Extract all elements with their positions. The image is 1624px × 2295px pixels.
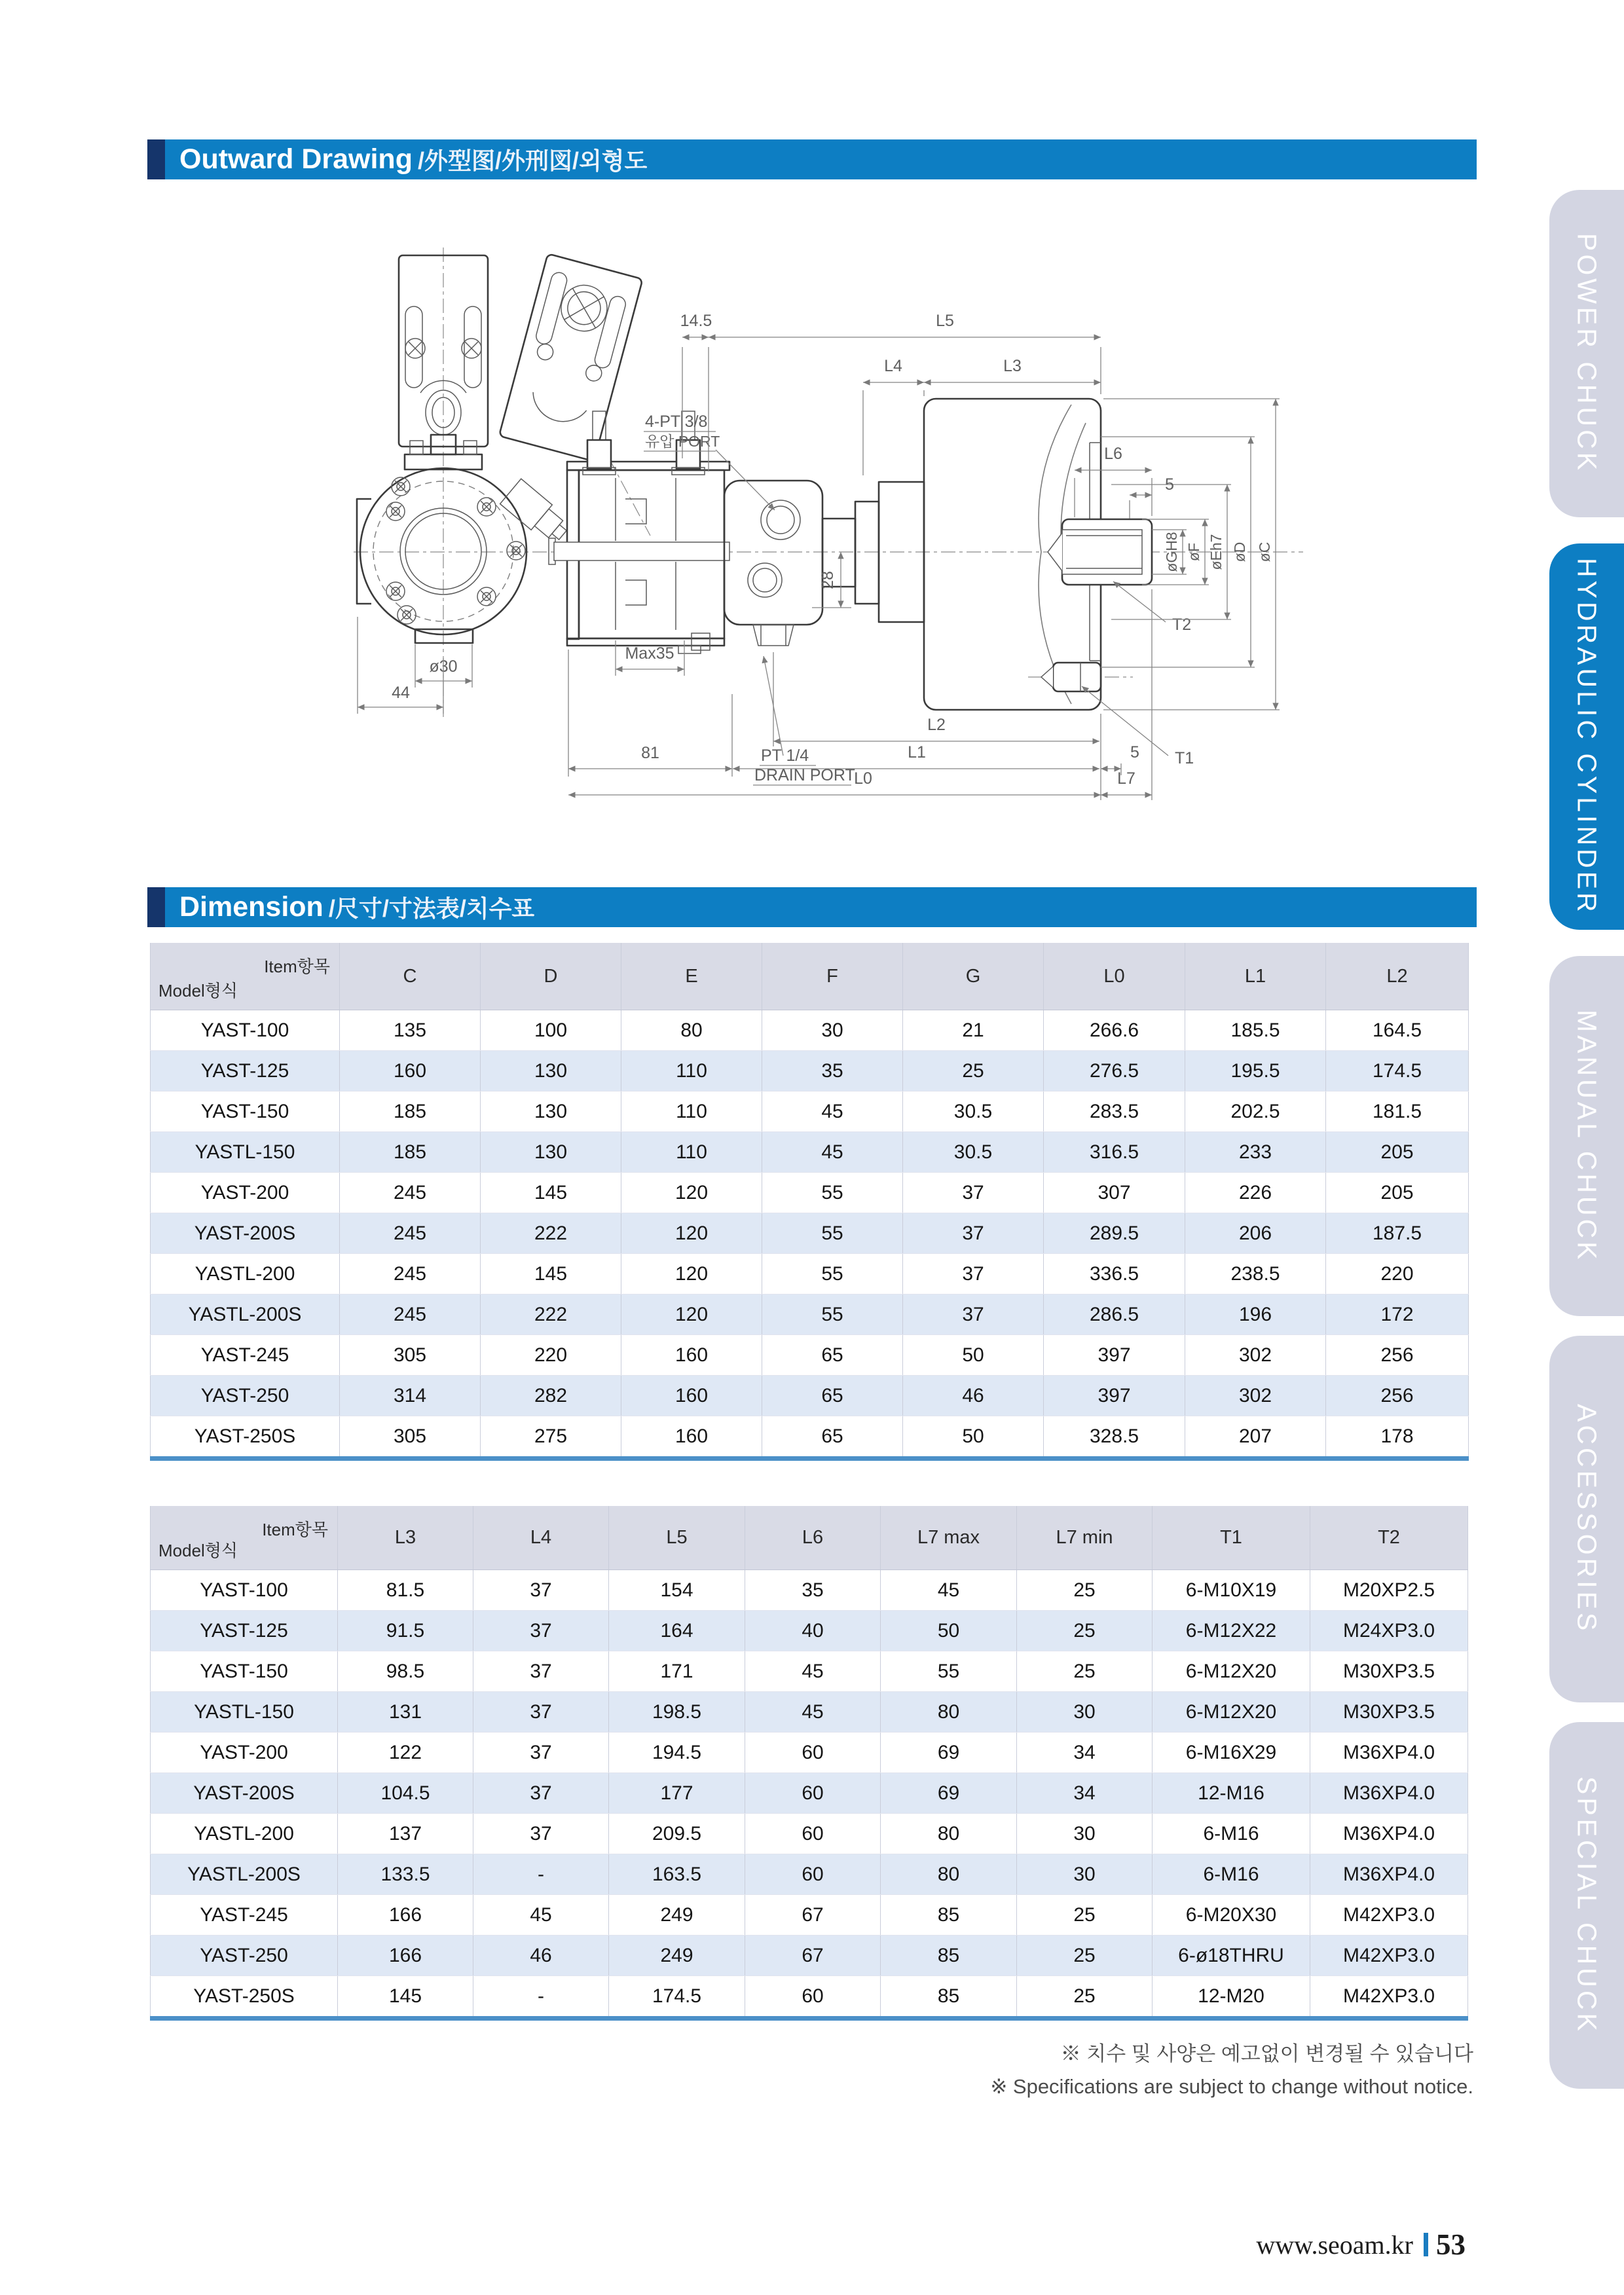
cell: 181.5 bbox=[1326, 1092, 1469, 1132]
cell: 25 bbox=[1017, 1611, 1153, 1651]
callout-drain-port-line1: PT 1/4 bbox=[761, 746, 809, 765]
row-model: YASTL-200 bbox=[151, 1814, 338, 1854]
cell: 220 bbox=[481, 1335, 621, 1376]
cell: 85 bbox=[881, 1976, 1017, 2019]
cell: 30 bbox=[1017, 1814, 1153, 1854]
cell: 276.5 bbox=[1044, 1051, 1185, 1092]
column-header: F bbox=[762, 943, 903, 1010]
table-row bbox=[151, 1773, 1468, 1814]
callout-drain-port-line2: DRAIN PORT bbox=[754, 766, 855, 784]
table-row bbox=[151, 1173, 1469, 1213]
cell: 37 bbox=[473, 1651, 609, 1692]
dim-label-max35: Max35 bbox=[625, 644, 674, 663]
dim-label-c: øC bbox=[1256, 542, 1273, 562]
cell: 266.6 bbox=[1044, 1010, 1185, 1051]
cell: 100 bbox=[481, 1010, 621, 1051]
cell: 85 bbox=[881, 1936, 1017, 1976]
cell: 6-M16 bbox=[1153, 1854, 1310, 1895]
table-row bbox=[151, 1213, 1469, 1254]
cell: 145 bbox=[481, 1173, 621, 1213]
sidebar-tab-hydraulic-cylinder[interactable]: HYDRAULIC CYLINDER bbox=[1549, 543, 1624, 930]
dim-label-28: 28 bbox=[819, 571, 837, 589]
dim-label-5a: 5 bbox=[1165, 475, 1174, 494]
section-bar-outward-drawing bbox=[147, 139, 1477, 179]
column-header: L7 max bbox=[881, 1506, 1017, 1570]
cell: 81.5 bbox=[338, 1570, 473, 1611]
table-row bbox=[151, 1254, 1469, 1294]
cell: 256 bbox=[1326, 1376, 1469, 1416]
row-model: YAST-245 bbox=[151, 1895, 338, 1936]
cell: 69 bbox=[881, 1733, 1017, 1773]
cell: 37 bbox=[903, 1294, 1044, 1335]
row-model: YAST-250S bbox=[151, 1416, 340, 1459]
table-row bbox=[151, 1416, 1469, 1459]
cell: 21 bbox=[903, 1010, 1044, 1051]
cell: 45 bbox=[762, 1092, 903, 1132]
footer-divider bbox=[1424, 2233, 1428, 2256]
table-row bbox=[151, 1814, 1468, 1854]
cell: 174.5 bbox=[609, 1976, 745, 2019]
cell: 198.5 bbox=[609, 1692, 745, 1733]
cell: 30 bbox=[1017, 1692, 1153, 1733]
cell: M36XP4.0 bbox=[1310, 1733, 1468, 1773]
footnotes bbox=[990, 2038, 1473, 2102]
column-header: L6 bbox=[745, 1506, 881, 1570]
cell: 35 bbox=[745, 1570, 881, 1611]
cell: 60 bbox=[745, 1854, 881, 1895]
row-model: YAST-125 bbox=[151, 1051, 340, 1092]
cell: 163.5 bbox=[609, 1854, 745, 1895]
row-model: YAST-250 bbox=[151, 1936, 338, 1976]
section-bar-dimension bbox=[147, 887, 1477, 927]
cell: 256 bbox=[1326, 1335, 1469, 1376]
cell: 46 bbox=[903, 1376, 1044, 1416]
section-title: Outward Drawing bbox=[179, 143, 413, 175]
cell: 286.5 bbox=[1044, 1294, 1185, 1335]
cell: 104.5 bbox=[338, 1773, 473, 1814]
cell: 67 bbox=[745, 1936, 881, 1976]
cell: 45 bbox=[745, 1651, 881, 1692]
cell: 222 bbox=[481, 1294, 621, 1335]
row-model: YAST-200 bbox=[151, 1173, 340, 1213]
column-header: D bbox=[481, 943, 621, 1010]
cell: 245 bbox=[340, 1254, 481, 1294]
cell: 37 bbox=[473, 1692, 609, 1733]
sidebar-tab-special-chuck[interactable]: SPECIAL CHUCK bbox=[1549, 1722, 1624, 2089]
cell: 135 bbox=[340, 1010, 481, 1051]
side-connector bbox=[500, 479, 574, 547]
dimension-table-2 bbox=[150, 1506, 1468, 2021]
cell: 65 bbox=[762, 1335, 903, 1376]
dim-label-gh8: øGH8 bbox=[1163, 532, 1180, 572]
dim-label-l7: L7 bbox=[1117, 769, 1135, 788]
cell: 178 bbox=[1326, 1416, 1469, 1459]
callout-t1: T1 bbox=[1175, 749, 1194, 767]
cell: 25 bbox=[1017, 1936, 1153, 1976]
row-model: YAST-200S bbox=[151, 1213, 340, 1254]
cell: 25 bbox=[903, 1051, 1044, 1092]
cell: 80 bbox=[621, 1010, 762, 1051]
cell: 12-M16 bbox=[1153, 1773, 1310, 1814]
cell: 6-M12X20 bbox=[1153, 1651, 1310, 1692]
cell: M42XP3.0 bbox=[1310, 1976, 1468, 2019]
cell: 120 bbox=[621, 1254, 762, 1294]
table-row bbox=[151, 1570, 1468, 1611]
cell: 60 bbox=[745, 1976, 881, 2019]
cell: M20XP2.5 bbox=[1310, 1570, 1468, 1611]
callout-t2: T2 bbox=[1172, 615, 1192, 634]
cell: 205 bbox=[1326, 1132, 1469, 1173]
cell: 226 bbox=[1185, 1173, 1326, 1213]
cell: 145 bbox=[481, 1254, 621, 1294]
cell: 35 bbox=[762, 1051, 903, 1092]
cell: 34 bbox=[1017, 1733, 1153, 1773]
column-header: L3 bbox=[338, 1506, 473, 1570]
cell: 67 bbox=[745, 1895, 881, 1936]
page-number: 53 bbox=[1436, 2228, 1466, 2261]
cell: 245 bbox=[340, 1294, 481, 1335]
cell: 37 bbox=[473, 1773, 609, 1814]
dim-label-l0: L0 bbox=[854, 769, 872, 788]
table-row bbox=[151, 1335, 1469, 1376]
footer-url[interactable]: www.seoam.kr bbox=[1256, 2230, 1413, 2260]
cell: 130 bbox=[481, 1051, 621, 1092]
callout-oil-port-line2: 유압 PORT bbox=[645, 433, 720, 450]
top-dimensions bbox=[680, 312, 1101, 475]
cell: 131 bbox=[338, 1692, 473, 1733]
cell: 130 bbox=[481, 1132, 621, 1173]
cell: M36XP4.0 bbox=[1310, 1773, 1468, 1814]
row-model: YAST-100 bbox=[151, 1010, 340, 1051]
cell: 185 bbox=[340, 1092, 481, 1132]
dim-label-d30: ø30 bbox=[429, 657, 458, 676]
dim-label-l6: L6 bbox=[1104, 445, 1122, 463]
cell: 80 bbox=[881, 1854, 1017, 1895]
cell: 122 bbox=[338, 1733, 473, 1773]
dim-label-5b: 5 bbox=[1130, 743, 1139, 762]
cell: 233 bbox=[1185, 1132, 1326, 1173]
row-model: YASTL-150 bbox=[151, 1692, 338, 1733]
cell: 25 bbox=[1017, 1895, 1153, 1936]
cell: M30XP3.5 bbox=[1310, 1651, 1468, 1692]
cell: 302 bbox=[1185, 1376, 1326, 1416]
cell: 55 bbox=[881, 1651, 1017, 1692]
table-row bbox=[151, 1132, 1469, 1173]
cell: 37 bbox=[903, 1173, 1044, 1213]
table-row bbox=[151, 1010, 1469, 1051]
cell: 6-ø18THRU bbox=[1153, 1936, 1310, 1976]
dim-label-l3: L3 bbox=[1003, 357, 1022, 375]
cell: 166 bbox=[338, 1936, 473, 1976]
cell: 154 bbox=[609, 1570, 745, 1611]
cell: 245 bbox=[340, 1173, 481, 1213]
cell: 37 bbox=[473, 1814, 609, 1854]
row-model: YASTL-200S bbox=[151, 1294, 340, 1335]
cell: 60 bbox=[745, 1733, 881, 1773]
dim-label-l5: L5 bbox=[936, 312, 954, 330]
cell: 55 bbox=[762, 1294, 903, 1335]
cell: 249 bbox=[609, 1936, 745, 1976]
corner-model-label: Model형식 bbox=[158, 981, 238, 1001]
dim-label-d44: 44 bbox=[392, 684, 410, 702]
cell: 110 bbox=[621, 1092, 762, 1132]
cell: 45 bbox=[762, 1132, 903, 1173]
cell: 50 bbox=[881, 1611, 1017, 1651]
dim-label-14-5: 14.5 bbox=[680, 312, 712, 330]
cell: 110 bbox=[621, 1051, 762, 1092]
cell: 209.5 bbox=[609, 1814, 745, 1854]
cell: 37 bbox=[903, 1213, 1044, 1254]
cell: 205 bbox=[1326, 1173, 1469, 1213]
callout-oil-port-line1: 4-PT 3/8 bbox=[645, 413, 708, 431]
cell: M30XP3.5 bbox=[1310, 1692, 1468, 1733]
cell: 164.5 bbox=[1326, 1010, 1469, 1051]
cell: 30 bbox=[762, 1010, 903, 1051]
cell: 307 bbox=[1044, 1173, 1185, 1213]
table-row bbox=[151, 1854, 1468, 1895]
column-header: T2 bbox=[1310, 1506, 1468, 1570]
cell: 195.5 bbox=[1185, 1051, 1326, 1092]
cell: 45 bbox=[881, 1570, 1017, 1611]
cell: 336.5 bbox=[1044, 1254, 1185, 1294]
cell: 172 bbox=[1326, 1294, 1469, 1335]
cell: 55 bbox=[762, 1173, 903, 1213]
cell: 160 bbox=[621, 1335, 762, 1376]
cell: M36XP4.0 bbox=[1310, 1814, 1468, 1854]
section-subtitle: /尺寸/寸法表/치수표 bbox=[328, 895, 535, 922]
cell: 316.5 bbox=[1044, 1132, 1185, 1173]
cell: 328.5 bbox=[1044, 1416, 1185, 1459]
cell: 185.5 bbox=[1185, 1010, 1326, 1051]
table-row bbox=[151, 1936, 1468, 1976]
table-row bbox=[151, 1692, 1468, 1733]
row-model: YAST-250S bbox=[151, 1976, 338, 2019]
cell: M42XP3.0 bbox=[1310, 1936, 1468, 1976]
cell: 37 bbox=[473, 1733, 609, 1773]
cell: 245 bbox=[340, 1213, 481, 1254]
cell: 80 bbox=[881, 1814, 1017, 1854]
cell: 45 bbox=[473, 1895, 609, 1936]
table-row bbox=[151, 1895, 1468, 1936]
cell: 174.5 bbox=[1326, 1051, 1469, 1092]
row-model: YAST-125 bbox=[151, 1611, 338, 1651]
dim-label-l1: L1 bbox=[908, 743, 926, 762]
cell: 60 bbox=[745, 1814, 881, 1854]
cell: 177 bbox=[609, 1773, 745, 1814]
column-header: C bbox=[340, 943, 481, 1010]
bracket-part-tilted-view bbox=[499, 253, 642, 461]
table-row bbox=[151, 1051, 1469, 1092]
table-row bbox=[151, 1733, 1468, 1773]
cell: 120 bbox=[621, 1213, 762, 1254]
cell: 171 bbox=[609, 1651, 745, 1692]
row-model: YASTL-200S bbox=[151, 1854, 338, 1895]
table-row bbox=[151, 1092, 1469, 1132]
cell: 50 bbox=[903, 1335, 1044, 1376]
dim-label-l2: L2 bbox=[927, 716, 946, 734]
cell: 282 bbox=[481, 1376, 621, 1416]
cell: 302 bbox=[1185, 1335, 1326, 1376]
cell: M24XP3.0 bbox=[1310, 1611, 1468, 1651]
column-header: L4 bbox=[473, 1506, 609, 1570]
cell: 30 bbox=[1017, 1854, 1153, 1895]
table-corner-cell bbox=[151, 1506, 338, 1570]
column-header: L7 min bbox=[1017, 1506, 1153, 1570]
table-row bbox=[151, 1376, 1469, 1416]
cell: 69 bbox=[881, 1773, 1017, 1814]
page-footer bbox=[1256, 2228, 1466, 2262]
cell: 194.5 bbox=[609, 1733, 745, 1773]
bar-notch bbox=[147, 887, 165, 927]
dimension-table-1 bbox=[150, 943, 1469, 1461]
cell: 50 bbox=[903, 1416, 1044, 1459]
column-header: E bbox=[621, 943, 762, 1010]
dim-label-f: øF bbox=[1185, 542, 1202, 562]
cell: 166 bbox=[338, 1895, 473, 1936]
cell: 305 bbox=[340, 1416, 481, 1459]
cell: 30.5 bbox=[903, 1092, 1044, 1132]
row-model: YAST-200S bbox=[151, 1773, 338, 1814]
cell: 37 bbox=[903, 1254, 1044, 1294]
cell: 25 bbox=[1017, 1651, 1153, 1692]
cell: 6-M16 bbox=[1153, 1814, 1310, 1854]
cell: 397 bbox=[1044, 1335, 1185, 1376]
cell: 160 bbox=[340, 1051, 481, 1092]
sidebar-tab-accessories[interactable]: ACCESSORIES bbox=[1549, 1336, 1624, 1702]
outward-drawing-svg bbox=[288, 223, 1532, 956]
cell: 6-M10X19 bbox=[1153, 1570, 1310, 1611]
row-model: YASTL-200 bbox=[151, 1254, 340, 1294]
row-model: YAST-250 bbox=[151, 1376, 340, 1416]
section-subtitle: /外型图/外刑図/외형도 bbox=[417, 147, 648, 174]
row-model: YAST-245 bbox=[151, 1335, 340, 1376]
cell: 37 bbox=[473, 1611, 609, 1651]
row-model: YAST-150 bbox=[151, 1092, 340, 1132]
dim-label-eh7: øEh7 bbox=[1208, 534, 1225, 570]
column-header: T1 bbox=[1153, 1506, 1310, 1570]
cell: 187.5 bbox=[1326, 1213, 1469, 1254]
cell: 220 bbox=[1326, 1254, 1469, 1294]
dim-label-d: øD bbox=[1231, 542, 1248, 562]
cell: 160 bbox=[621, 1416, 762, 1459]
cell: 34 bbox=[1017, 1773, 1153, 1814]
footnote-en: ※ Specifications are subject to change without notice. bbox=[990, 2074, 1473, 2098]
cell: 160 bbox=[621, 1376, 762, 1416]
cell: 98.5 bbox=[338, 1651, 473, 1692]
chuck-side-view bbox=[924, 399, 1280, 767]
cell: 110 bbox=[621, 1132, 762, 1173]
cell: 25 bbox=[1017, 1570, 1153, 1611]
cell: 6-M16X29 bbox=[1153, 1733, 1310, 1773]
cell: 202.5 bbox=[1185, 1092, 1326, 1132]
cell: 289.5 bbox=[1044, 1213, 1185, 1254]
dim-label-l4: L4 bbox=[884, 357, 902, 375]
cell: 130 bbox=[481, 1092, 621, 1132]
cell: 185 bbox=[340, 1132, 481, 1173]
cell: 40 bbox=[745, 1611, 881, 1651]
column-header: L1 bbox=[1185, 943, 1326, 1010]
cell: 397 bbox=[1044, 1376, 1185, 1416]
cell: 65 bbox=[762, 1416, 903, 1459]
column-header: L2 bbox=[1326, 943, 1469, 1010]
corner-item-label: Item항목 bbox=[262, 1520, 328, 1539]
column-header: L0 bbox=[1044, 943, 1185, 1010]
column-header: L5 bbox=[609, 1506, 745, 1570]
cell: 120 bbox=[621, 1173, 762, 1213]
cell: 249 bbox=[609, 1895, 745, 1936]
cell: 91.5 bbox=[338, 1611, 473, 1651]
cell: 30.5 bbox=[903, 1132, 1044, 1173]
cell: 80 bbox=[881, 1692, 1017, 1733]
row-model: YAST-150 bbox=[151, 1651, 338, 1692]
cell: 65 bbox=[762, 1376, 903, 1416]
cell: 133.5 bbox=[338, 1854, 473, 1895]
cell: 120 bbox=[621, 1294, 762, 1335]
cell: 60 bbox=[745, 1773, 881, 1814]
sidebar-tab-manual-chuck[interactable]: MANUAL CHUCK bbox=[1549, 956, 1624, 1316]
table-row bbox=[151, 1976, 1468, 2019]
corner-item-label: Item항목 bbox=[264, 957, 330, 976]
cell: 207 bbox=[1185, 1416, 1326, 1459]
sidebar-tab-power-chuck[interactable]: POWER CHUCK bbox=[1549, 190, 1624, 517]
table-corner-cell bbox=[151, 943, 340, 1010]
cell: 12-M20 bbox=[1153, 1976, 1310, 2019]
dim-label-81: 81 bbox=[641, 744, 659, 762]
cell: M42XP3.0 bbox=[1310, 1895, 1468, 1936]
column-header: G bbox=[903, 943, 1044, 1010]
cell: - bbox=[473, 1854, 609, 1895]
centerlines bbox=[354, 248, 1303, 717]
cylinder-side-view bbox=[549, 411, 732, 777]
cell: 37 bbox=[473, 1570, 609, 1611]
cylinder-front-view bbox=[357, 435, 573, 714]
cell: - bbox=[473, 1976, 609, 2019]
table-row bbox=[151, 1294, 1469, 1335]
cell: 283.5 bbox=[1044, 1092, 1185, 1132]
cell: 305 bbox=[340, 1335, 481, 1376]
footnote-kr: ※ 치수 및 사양은 예고없이 변경될 수 있습니다 bbox=[1060, 2042, 1473, 2065]
row-model: YASTL-150 bbox=[151, 1132, 340, 1173]
cell: 196 bbox=[1185, 1294, 1326, 1335]
cell: 145 bbox=[338, 1976, 473, 2019]
cell: 137 bbox=[338, 1814, 473, 1854]
cell: 6-M12X20 bbox=[1153, 1692, 1310, 1733]
cell: 6-M12X22 bbox=[1153, 1611, 1310, 1651]
cell: 222 bbox=[481, 1213, 621, 1254]
cell: M36XP4.0 bbox=[1310, 1854, 1468, 1895]
row-model: YAST-100 bbox=[151, 1570, 338, 1611]
cell: 238.5 bbox=[1185, 1254, 1326, 1294]
cell: 55 bbox=[762, 1213, 903, 1254]
section-title: Dimension bbox=[179, 891, 323, 923]
cell: 6-M20X30 bbox=[1153, 1895, 1310, 1936]
cell: 85 bbox=[881, 1895, 1017, 1936]
cell: 164 bbox=[609, 1611, 745, 1651]
table-row bbox=[151, 1611, 1468, 1651]
bar-notch bbox=[147, 139, 165, 179]
row-model: YAST-200 bbox=[151, 1733, 338, 1773]
cell: 206 bbox=[1185, 1213, 1326, 1254]
table-row bbox=[151, 1651, 1468, 1692]
cell: 46 bbox=[473, 1936, 609, 1976]
cell: 55 bbox=[762, 1254, 903, 1294]
corner-model-label: Model형식 bbox=[158, 1541, 238, 1560]
cell: 314 bbox=[340, 1376, 481, 1416]
cell: 45 bbox=[745, 1692, 881, 1733]
cell: 25 bbox=[1017, 1976, 1153, 2019]
cell: 275 bbox=[481, 1416, 621, 1459]
